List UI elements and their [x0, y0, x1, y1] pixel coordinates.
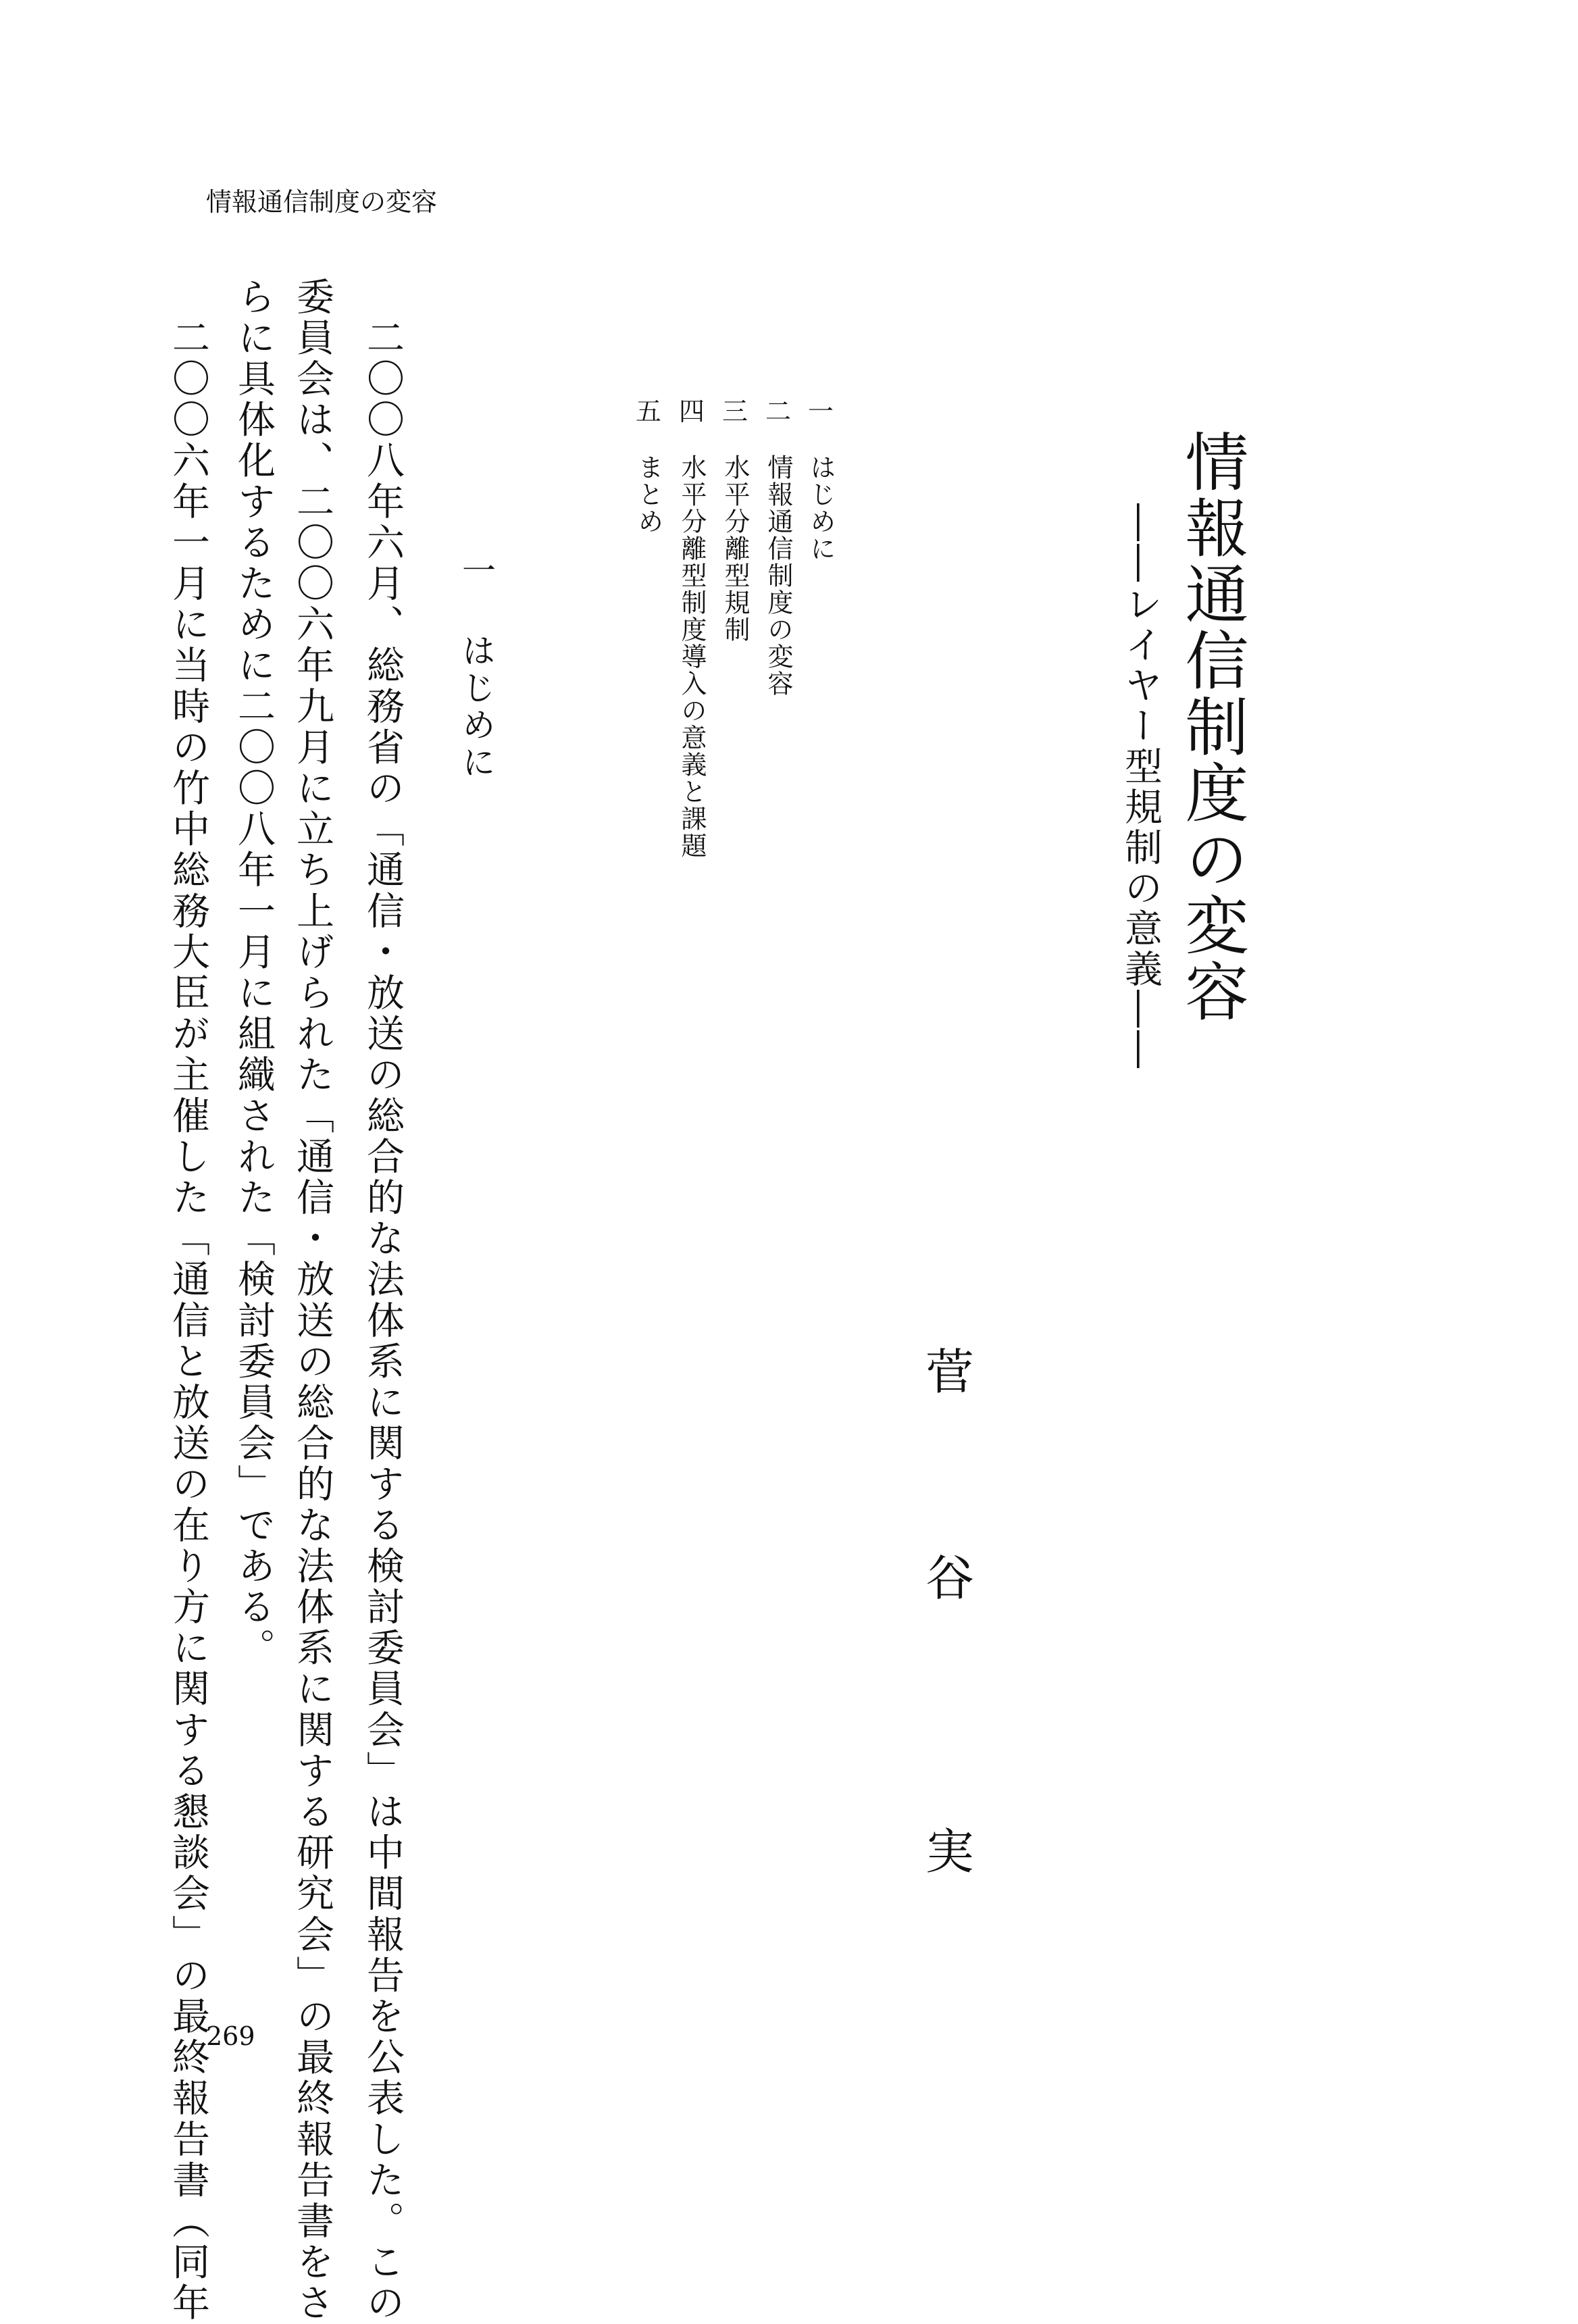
toc-item-number: 五 — [636, 397, 662, 426]
author-name-char: 谷 — [925, 1550, 975, 1607]
body-line: 委員会は、二〇〇六年九月に立ち上げられた「通信・放送の総合的な法体系に関する研究会」の最終報告書をさ — [290, 277, 334, 2324]
toc-item-number: 二 — [765, 397, 792, 426]
toc-item-label: 水平分離型制度導入の意義と課題 — [677, 454, 707, 859]
article-title: 情報通信制度の変容 — [1174, 429, 1248, 1025]
toc-item-number: 四 — [679, 397, 705, 426]
author-name-char: 実 — [925, 1823, 975, 1880]
toc-item-label: 水平分離型規制 — [720, 454, 750, 643]
section-number: 一 — [457, 553, 496, 590]
toc-item-label: はじめに — [806, 454, 836, 562]
section-heading — [457, 553, 496, 782]
author-name-char: 菅 — [925, 1344, 975, 1400]
body-line: らに具体化するために二〇〇八年一月に組織された「検討委員会」である。 — [232, 277, 276, 1669]
body-line: 二〇〇八年六月、総務省の「通信・放送の総合的な法体系に関する検討委員会」は中間報告を公表した。この — [361, 277, 405, 2324]
toc-item-number: 三 — [722, 397, 748, 426]
page-number: 269 — [206, 2021, 255, 2051]
running-header: 情報通信制度の変容 — [206, 187, 438, 217]
toc-item-number: 一 — [808, 397, 834, 426]
section-title: はじめに — [457, 633, 496, 782]
body-line: 二〇〇六年一月に当時の竹中総務大臣が主催した「通信と放送の在り方に関する懇談会」の最終報告書（同年 — [166, 277, 210, 2324]
toc-item-label: まとめ — [634, 454, 663, 535]
article-subtitle: ――レイヤー型規制の意義―― — [1119, 503, 1163, 1071]
toc-item-label: 情報通信制度の変容 — [763, 454, 793, 697]
